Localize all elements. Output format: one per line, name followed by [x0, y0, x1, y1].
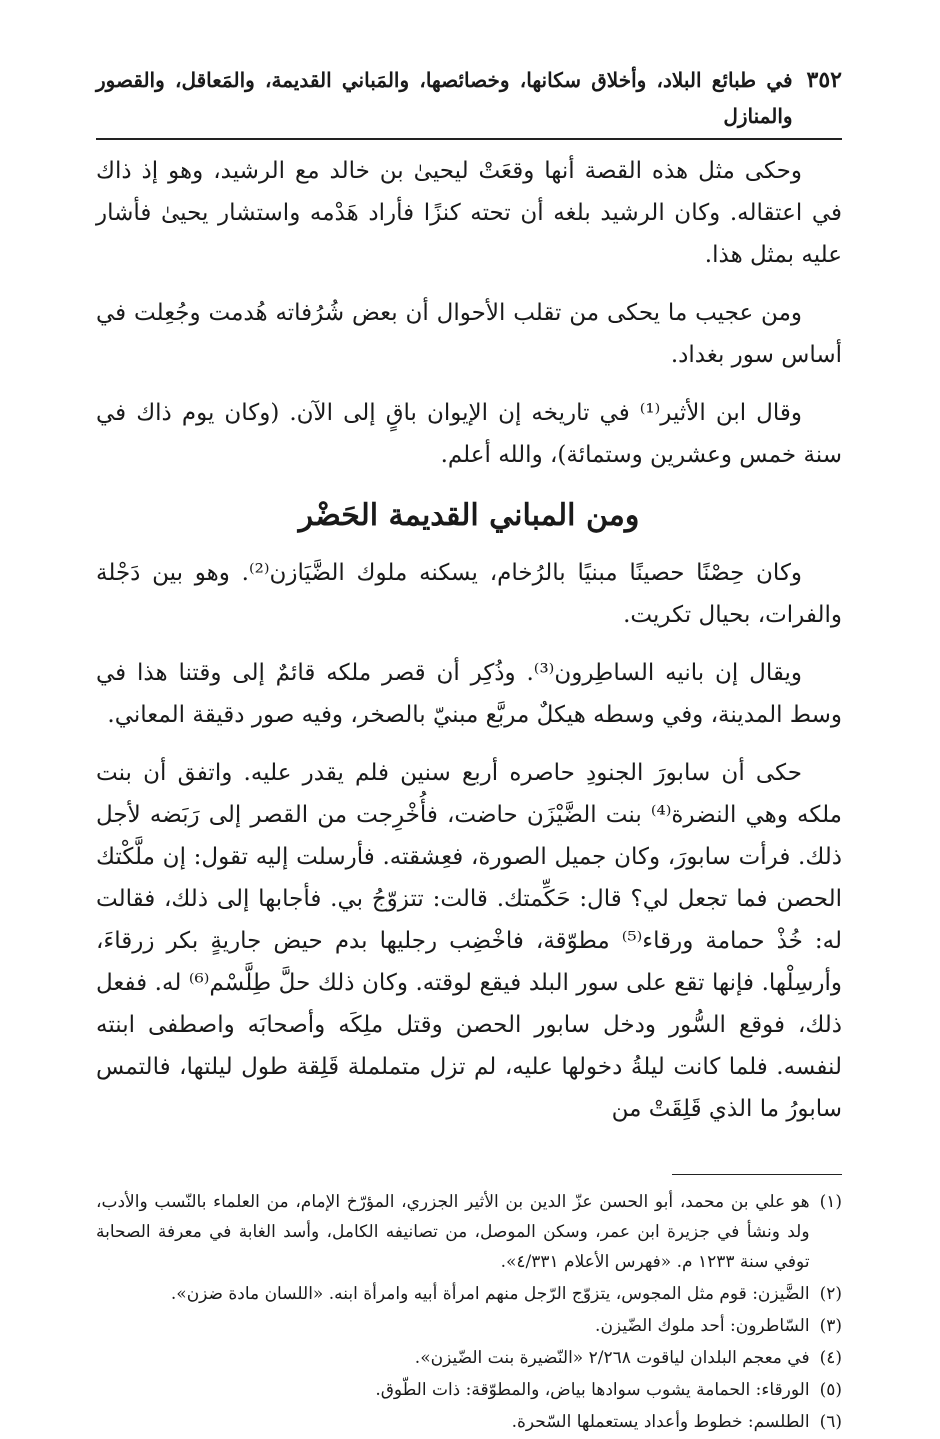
paragraph: وقال ابن الأثير⁽¹⁾ في تاريخه إن الإيوان باقٍ إلى الآن. (وكان يوم ذاك في سنة خمس وعشرين وستمائة)، والله أعلم.	[96, 400, 842, 468]
footnote-divider	[672, 1174, 842, 1175]
book-page	[96, 62, 842, 1439]
body-text	[96, 150, 842, 1130]
footnote	[96, 1407, 842, 1437]
footnote	[96, 1187, 842, 1277]
footnote-number: (٥)	[819, 1380, 842, 1400]
paragraph: ومن عجيب ما يحكى من تقلب الأحوال أن بعض شُرُفاته هُدمت وجُعِلت في أساس سور بغداد.	[96, 300, 842, 368]
footnote-number: (٤)	[819, 1348, 842, 1368]
footnote-text: هو علي بن محمد، أبو الحسن عزّ الدين بن الأثير الجزري، المؤرّخ الإمام، من العلماء بالنّسب والأدب، ولد ونشأ في جزيرة ابن عمر، وسكن الموصل، من تصانيفه الكامل، وأسد الغابة في معرفة الصحابة توفي سنة ١٢٣٣ م. «فهرس الأعلام ٤/٣٣١».	[96, 1192, 810, 1272]
footnote-text: الطلسم: خطوط وأعداد يستعملها السّحرة.	[511, 1412, 810, 1432]
footnote	[96, 1311, 842, 1341]
footnote-number: (٣)	[819, 1316, 842, 1336]
paragraph: وكان حِصْنًا حصينًا مبنيًا بالرُخام، يسكنه ملوك الضَّيَازن⁽²⁾. وهو بين دَجْلة والفرات، بحيال تكريت.	[96, 560, 842, 628]
footnotes	[96, 1187, 842, 1437]
paragraph: ويقال إن بانيه الساطِرون⁽³⁾. وذُكِر أن قصر ملكه قائمٌ إلى وقتنا هذا في وسط المدينة، وفي وسطه هيكلٌ مربَّع مبنيّ بالصخر، وفيه صور دقيقة المعاني.	[96, 660, 842, 728]
running-header	[96, 62, 842, 140]
paragraph: حكى أن سابورَ الجنودِ حاصره أربع سنين فلم يقدر عليه. واتفق أن بنت ملكه وهي النضرة⁽⁴⁾ بنت الضَّيْزَن حاضت، فأُخْرِجت من القصر إلى رَبَضه لأجل ذلك. فرأت سابورَ، وكان جميل الصورة، فعِشقته. فأرسلت إليه تقول: إن ملَّكْتك الحصن فما تجعل لي؟ قال: حَكِّمتك. قالت: تتزوّجُ بي. فأجابها إلى ذلك، فقالت له: خُذْ حمامة ورقاء⁽⁵⁾ مطوّقة، فاخْضِب رجليها بدم حيض جاريةٍ بكر زرقاءَ، وأرسِلْها. فإنها تقع على سور البلد فيقع لوقته. وكان ذلك حلَّ طِلَّسْم⁽⁶⁾ له. ففعل ذلك، فوقع السُّور ودخل سابور الحصن وقتل ملِكَه وأصحابَه واصطفى ابنته لنفسه. فلما كانت ليلةُ دخولها عليه، لم تزل متململة قَلِقة طول ليلتها، فالتمس سابورُ ما الذي قَلِقَتْ من	[96, 760, 842, 1122]
footnote-number: (١)	[819, 1192, 842, 1212]
page-number: ٣٥٢	[806, 67, 842, 93]
footnote-number: (٢)	[819, 1284, 842, 1304]
footnote-text: في معجم البلدان لياقوت ٢/٢٦٨ «النّضيرة بنت الضّيزن».	[414, 1348, 810, 1368]
section-heading: ومن المباني القديمة الحَضْر	[298, 498, 640, 533]
footnote-text: الورقاء: الحمامة يشوب سوادها بياض، والمطوّقة: ذات الطّوق.	[375, 1380, 810, 1400]
footnote-text: السّاطرون: أحد ملوك الضّيزن.	[595, 1316, 810, 1336]
footnote	[96, 1375, 842, 1405]
footnote-text: الضَّيزن: قوم مثل المجوس، يتزوّج الرّجل منهم امرأة أبيه وامرأة ابنه. «اللسان مادة ضزن».	[170, 1284, 810, 1304]
paragraph: وحكى مثل هذه القصة أنها وقعَتْ ليحيىٰ بن خالد مع الرشيد، وهو إذ ذاك في اعتقاله. وكان الرشيد بلغه أن تحته كنزًا فأراد هَدْمه واستشار يحيىٰ فأشار عليه بمثل هذا.	[96, 158, 842, 268]
footnote	[96, 1279, 842, 1309]
running-title: في طبائع البلاد، وأخلاق سكانها، وخصائصها، والمَباني القديمة، والمَعاقل، والقصور والمنازل	[96, 68, 793, 128]
footnote	[96, 1343, 842, 1373]
footnote-number: (٦)	[819, 1412, 842, 1432]
